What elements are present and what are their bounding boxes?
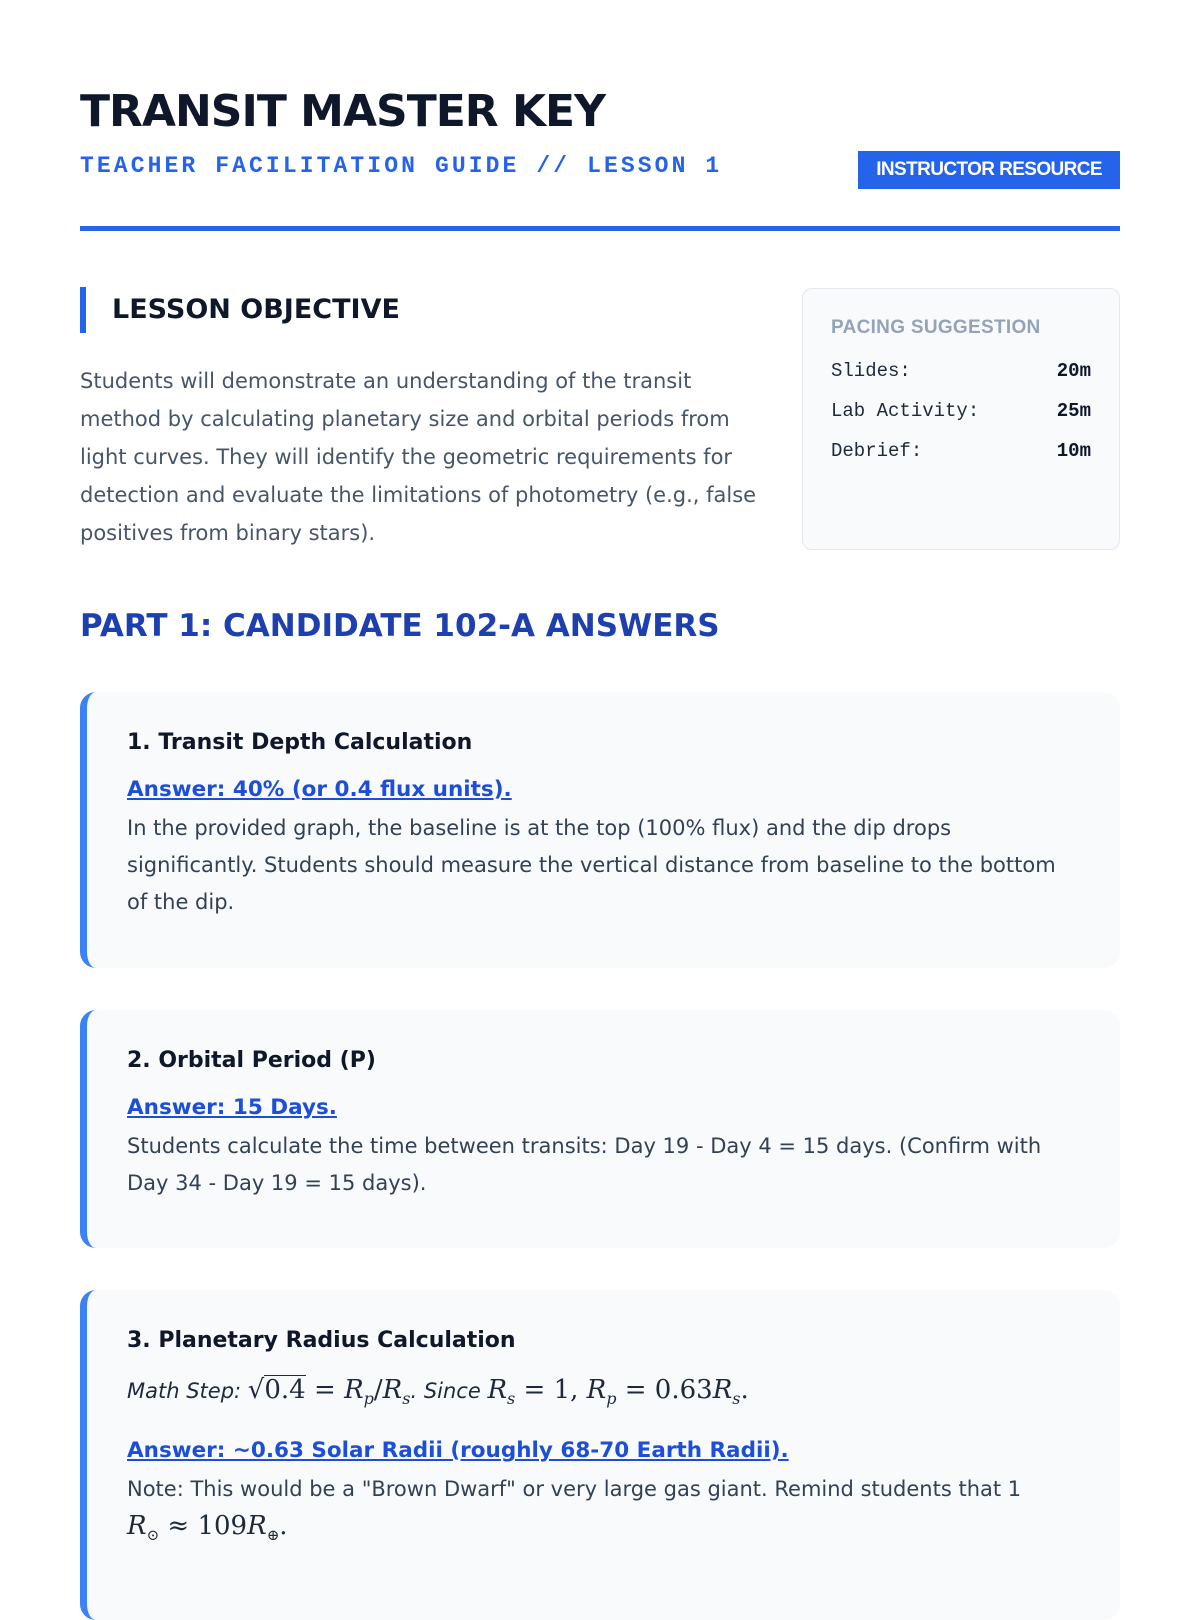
card-explanation: In the provided graph, the baseline is at the top (100% flux) and the dip drops significantly. Students should measure the vertical distance from baseline to the bottom of the dip.	[127, 816, 1056, 914]
pacing-label: Lab Activity:	[831, 400, 980, 422]
pacing-row-debrief	[831, 431, 1091, 471]
answer-link[interactable]: Answer: 15 Days.	[127, 1095, 337, 1120]
answer-card-orbital-period	[80, 1010, 1120, 1248]
pacing-label: Debrief:	[831, 440, 923, 462]
page-header	[80, 80, 1120, 235]
card-title: 2. Orbital Period (P)	[127, 1048, 376, 1073]
lesson-objective-heading: LESSON OBJECTIVE	[80, 287, 400, 333]
header-divider	[80, 226, 1120, 231]
answer-card-transit-depth	[80, 692, 1120, 968]
card-explanation: Students calculate the time between transits: Day 19 - Day 4 = 15 days. (Confirm with Day 34 - Day 19 = 15 days).	[127, 1134, 1042, 1195]
page-title: TRANSIT MASTER KEY	[80, 86, 605, 137]
answer-link[interactable]: Answer: ~0.63 Solar Radii (roughly 68-70 Earth Radii).	[127, 1438, 789, 1464]
pacing-title: PACING SUGGESTION	[831, 317, 1041, 338]
math-step: Math Step: $√0.4 = R_p/R_s$. Since $R_s = 1$, $R_p = 0.63R_s$.	[127, 1375, 749, 1409]
answer-key-page	[80, 0, 1120, 1600]
card-title: 1. Transit Depth Calculation	[127, 730, 473, 755]
answer-link[interactable]: Answer: 40% (or 0.4 flux units).	[127, 777, 512, 802]
pacing-row-slides	[831, 351, 1091, 391]
pacing-value: 10m	[1056, 440, 1091, 462]
instructor-resource-badge: INSTRUCTOR RESOURCE	[858, 151, 1120, 189]
part-1-heading: PART 1: CANDIDATE 102-A ANSWERS	[80, 608, 720, 644]
card-title: 3. Planetary Radius Calculation	[127, 1328, 516, 1353]
pacing-value: 20m	[1056, 360, 1091, 382]
math-step-label: Math Step:	[127, 1379, 242, 1403]
lesson-objective-text: Students will demonstrate an understanding of the transit method by calculating planetary size and orbital periods from light curves. They will identify the geometric requirements for detection and evaluate the limitations of photometry (e.g., false positives from binary stars).	[80, 369, 757, 545]
pacing-value: 25m	[1056, 400, 1091, 422]
answer-card-planetary-radius	[80, 1290, 1120, 1620]
pacing-label: Slides:	[831, 360, 911, 382]
page-subtitle: TEACHER FACILITATION GUIDE // LESSON 1	[80, 153, 723, 179]
pacing-suggestion-box	[802, 288, 1120, 550]
pacing-row-lab-activity	[831, 391, 1091, 431]
radius-result-formula: $R_s = 1$, $R_p = 0.63R_s$.	[487, 1375, 749, 1409]
solar-earth-radius-formula: $R_⊙ \approx 109R_\oplus$.	[127, 1511, 288, 1545]
math-step-since: Since	[423, 1379, 481, 1403]
radius-ratio-formula: $√0.4 = R_p/R_s$	[247, 1375, 411, 1409]
card-note	[127, 1471, 1080, 1554]
card-note-text: Note: This would be a "Brown Dwarf" or very large gas giant. Remind students that 1	[127, 1477, 1022, 1502]
